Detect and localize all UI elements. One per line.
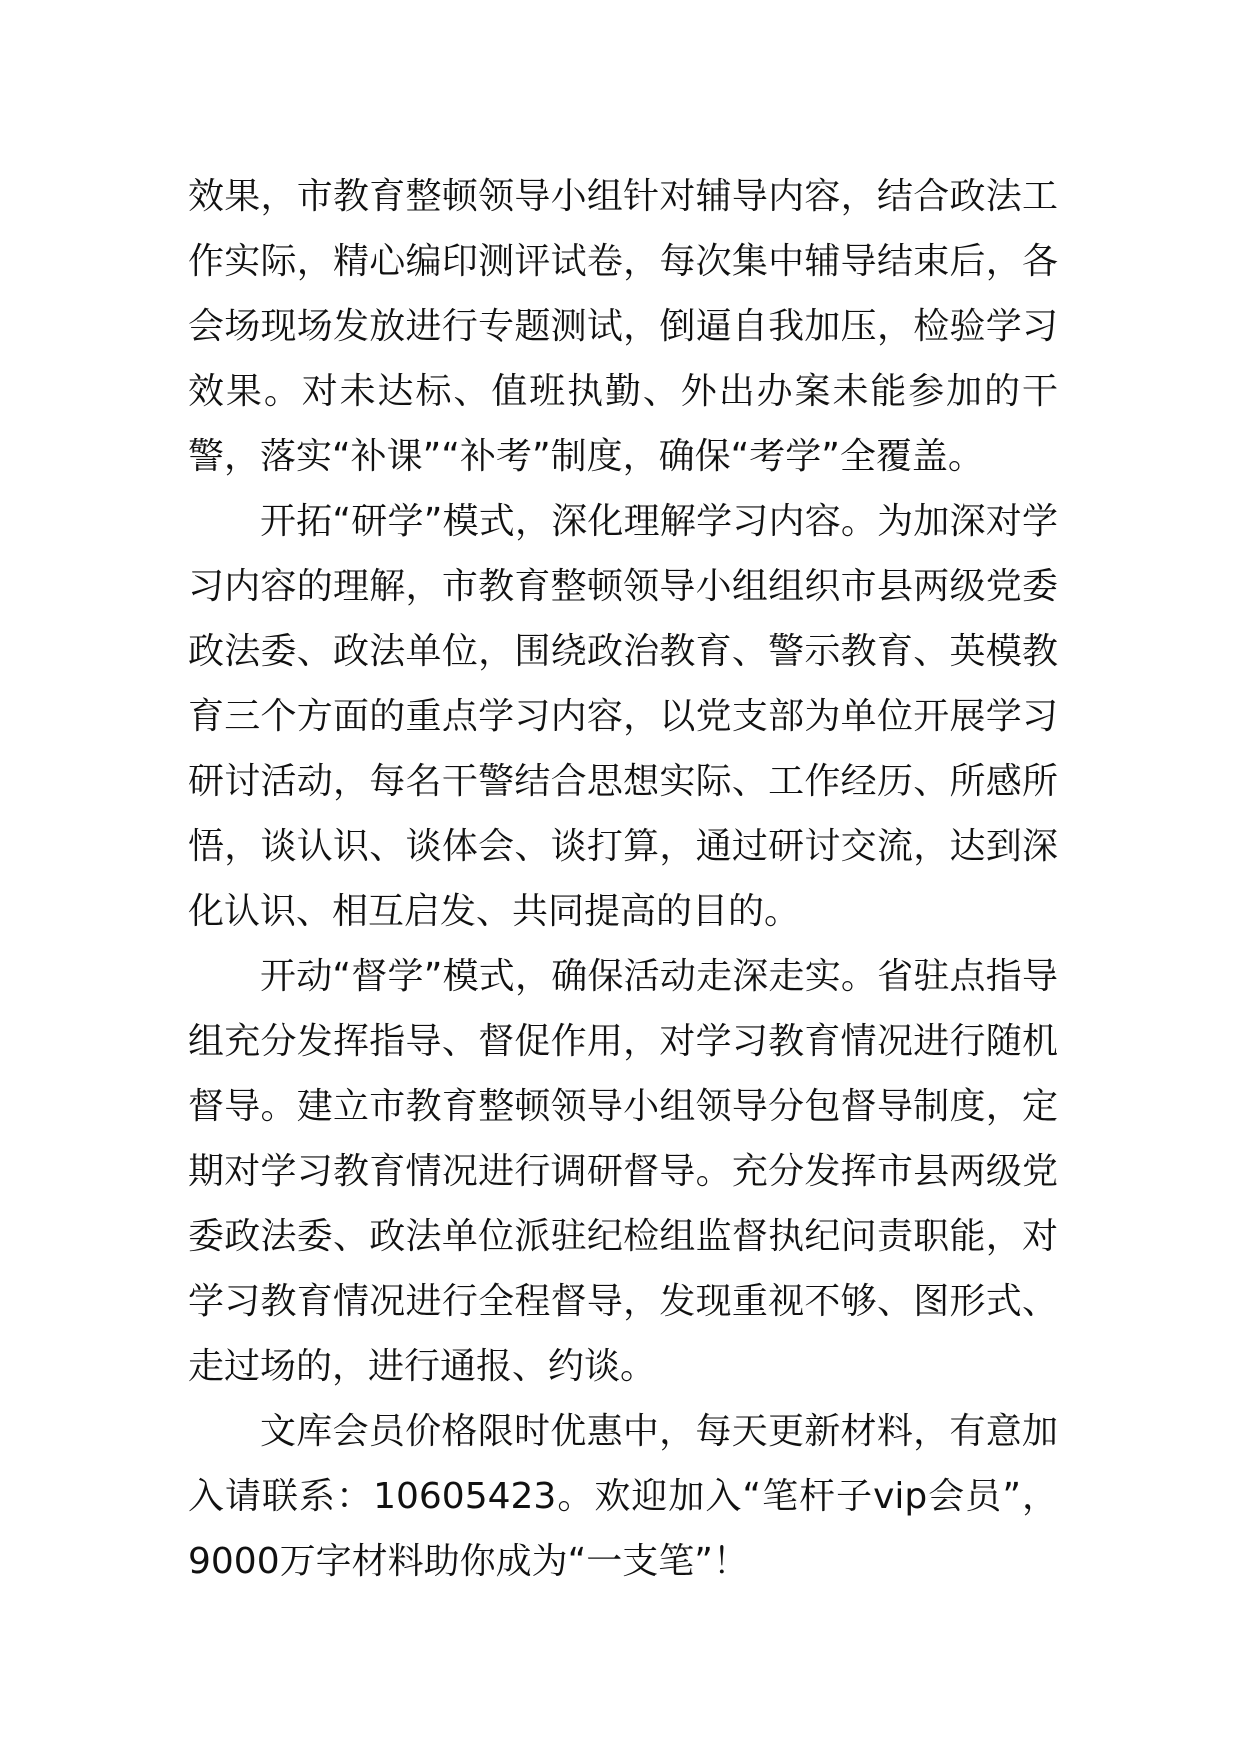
document-body [188, 164, 1058, 1594]
paragraph-yanxue-mode: 开拓“研学”模式，深化理解学习内容。为加深对学习内容的理解，市教育整顿领导小组组织市县两级党委政法委、政法单位，围绕政治教育、警示教育、英模教育三个方面的重点学习内容，以党支部为单位开展学习研讨活动，每名干警结合思想实际、工作经历、所感所悟，谈认识、谈体会、谈打算，通过研讨交流，达到深化认识、相互启发、共同提高的目的。 [188, 501, 1058, 932]
paragraph-membership-promo: 文库会员价格限时优惠中，每天更新材料，有意加入请联系：10605423。欢迎加入“笔杆子vip会员”，9000万字材料助你成为“一支笔”！ [188, 1411, 1058, 1582]
paragraph-kaoxue-continuation: 效果，市教育整顿领导小组针对辅导内容，结合政法工作实际，精心编印测评试卷，每次集中辅导结束后，各会场现场发放进行专题测试，倒逼自我加压，检验学习效果。对未达标、值班执勤、外出办案未能参加的干警，落实“补课”“补考”制度，确保“考学”全覆盖。 [188, 176, 1058, 477]
paragraph-duxue-mode: 开动“督学”模式，确保活动走深走实。省驻点指导组充分发挥指导、督促作用，对学习教育情况进行随机督导。建立市教育整顿领导小组领导分包督导制度，定期对学习教育情况进行调研督导。充分发挥市县两级党委政法委、政法单位派驻纪检组监督执纪问责职能，对学习教育情况进行全程督导，发现重视不够、图形式、走过场的，进行通报、约谈。 [188, 956, 1058, 1387]
